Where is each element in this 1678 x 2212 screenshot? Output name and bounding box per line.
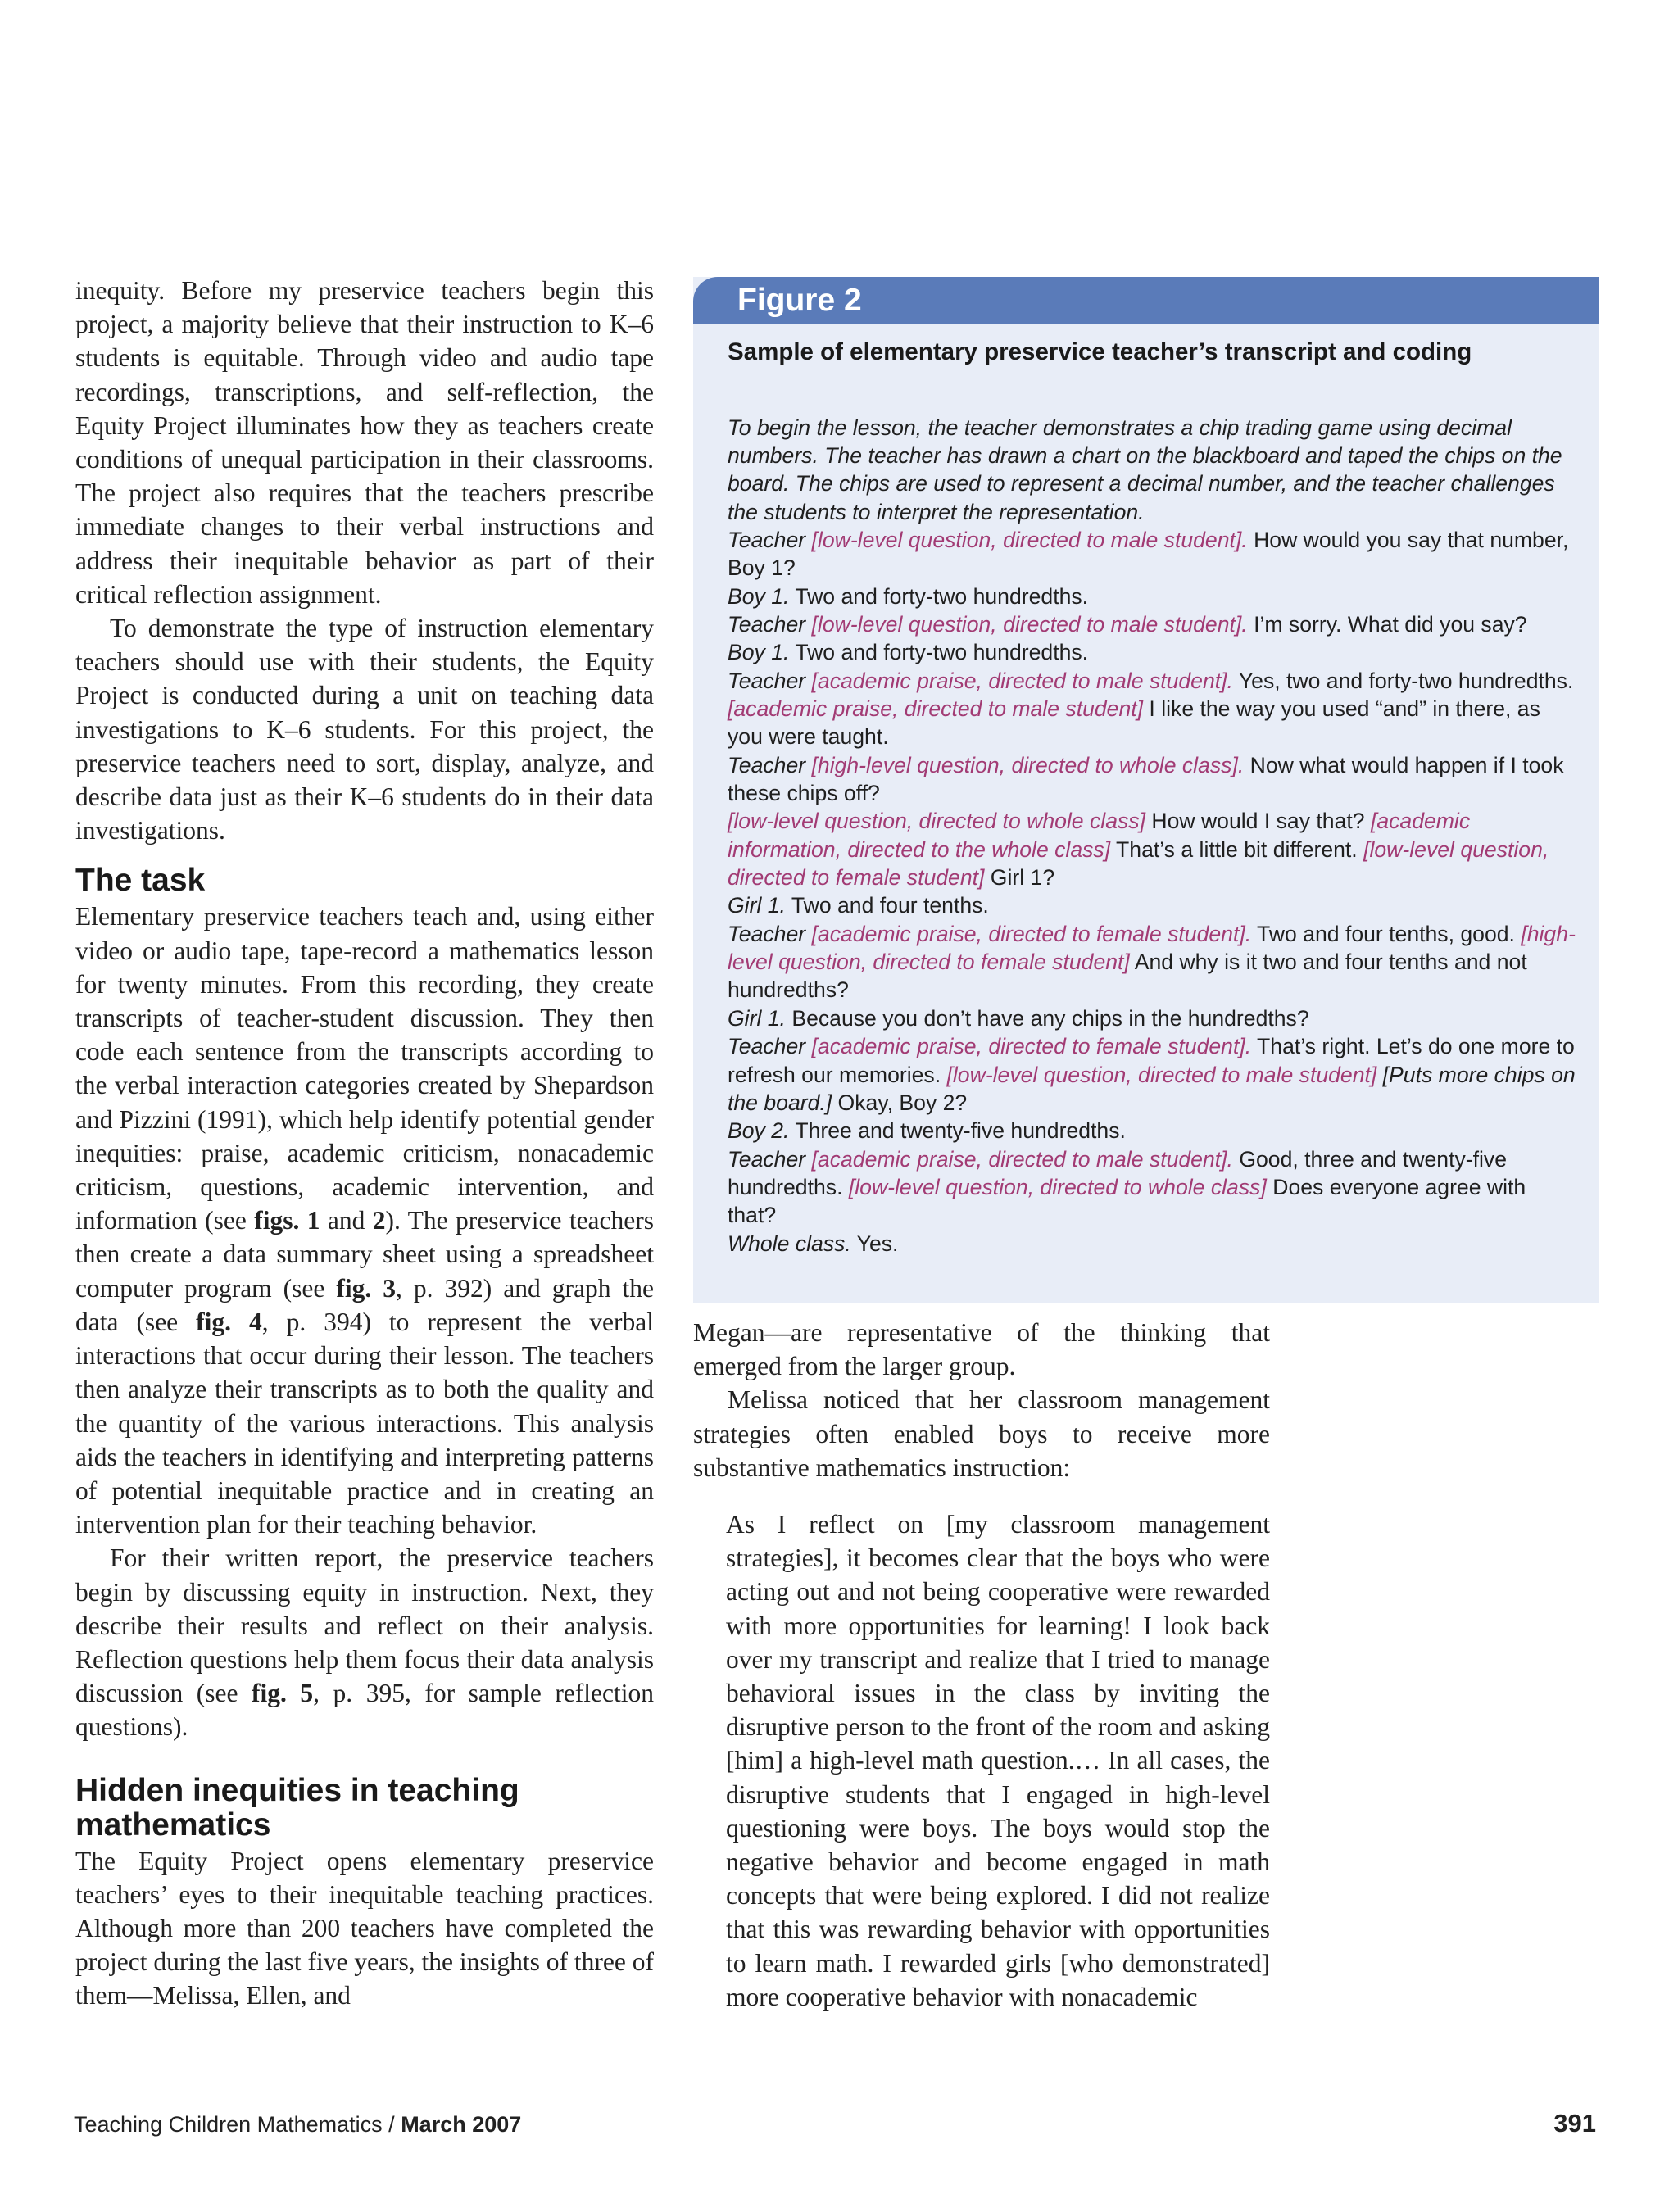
transcript-line	[728, 891, 1580, 919]
coding-tag: [academic praise, directed to female student].	[811, 1034, 1252, 1059]
coding-tag: [low-level question, directed to whole class]	[728, 809, 1145, 834]
transcript-line	[728, 526, 1580, 582]
spoken-text: That’s a little bit different.	[1116, 836, 1358, 862]
transcript-line	[728, 667, 1580, 751]
spoken-text: Two and forty-two hundredths.	[795, 640, 1089, 665]
footer-journal-name: Teaching Children Mathematics /	[74, 2112, 401, 2137]
figure-ref: fig. 3	[336, 1273, 397, 1303]
paragraph-equity-project: The Equity Project opens elementary preservice teachers’ eyes to their inequitable teaching practices. Although more than 200 teachers have completed the project during the last five years, the insights of three of them—Melissa, Ellen, and	[75, 1846, 654, 2010]
footer-journal	[74, 2112, 521, 2137]
coding-tag: [high-level question, directed to whole class].	[811, 752, 1245, 777]
figure-ref: fig. 5	[252, 1679, 314, 1708]
coding-tag: [academic praise, directed to male student]	[728, 696, 1144, 722]
spoken-text: Yes, two and forty-two hundredths.	[1238, 668, 1574, 693]
coding-tag: [academic praise, directed to male student].	[811, 668, 1233, 693]
spoken-text: I’m sorry. What did you say?	[1254, 612, 1527, 637]
spoken-text: Two and four tenths.	[791, 893, 989, 918]
speaker-label: Boy 2.	[728, 1118, 790, 1144]
transcript-line	[728, 582, 1580, 610]
coding-tag: [low-level question, directed to female student]	[728, 836, 1549, 891]
paragraph-task	[75, 900, 654, 1541]
transcript-line	[728, 1004, 1580, 1032]
spoken-text: Two and forty-two hundredths.	[795, 583, 1089, 609]
coding-tag: [low-level question, directed to male student].	[811, 527, 1248, 552]
text-run: , p. 395, for sample reflection questions).	[75, 1679, 654, 1742]
paragraph-intro: inequity. Before my preservice teachers begin this project, a majority believe that their instruction to K–6 students is equitable. Through video and audio tape recordings, transcriptions, and self-reflection, the Equity Project illuminates how they as teachers create conditions of unequal participation in their classrooms. The project also requires that the teachers prescribe immediate changes to their verbal instructions and address their inequitable behavior as part of their critical reflection assignment.	[75, 276, 654, 609]
text-run: For their written report, the preservice teachers begin by discussing equity in instruction. Next, they describe their results and reflect on their analysis. Reflection questions help them focus their data analysis discussion (see	[75, 1543, 654, 1708]
stage-direction: [Puts more chips on the board.]	[728, 1062, 1576, 1115]
spoken-text: That’s right. Let’s do one more to refresh our memories.	[728, 1034, 1575, 1087]
coding-tag: [low-level question, directed to male student]	[946, 1062, 1377, 1087]
spoken-text: Good, three and twenty-five hundredths.	[728, 1146, 1508, 1199]
paragraph-written-report	[75, 1541, 654, 1743]
speaker-label: Girl 1.	[728, 1005, 786, 1031]
transcript-line	[728, 807, 1580, 891]
speaker-label: Teacher	[728, 668, 806, 693]
footer-issue: March 2007	[401, 2112, 522, 2137]
figure-ref: figs. 1	[254, 1206, 320, 1235]
heading-hidden-inequities: Hidden inequities in teaching mathematics	[75, 1772, 519, 1843]
figure-title-tab	[693, 277, 1599, 324]
coding-tag: [high-level question, directed to female student]	[728, 921, 1576, 975]
transcript	[728, 392, 1580, 1258]
figure-ref: 2	[372, 1206, 386, 1235]
transcript-intro: To begin the lesson, the teacher demonstrates a chip trading game using decimal numbers. The teacher has drawn a chart on the blackboard and taped the chips on the board. The chips are used to represent a decimal number, and the teacher challenges the students to interpret the representation.	[728, 415, 1562, 524]
coding-tag: [low-level question, directed to male student].	[811, 612, 1248, 637]
left-column	[75, 274, 654, 2013]
coding-tag: [academic information, directed to the whole class]	[728, 809, 1471, 862]
coding-tag: [academic praise, directed to female student].	[811, 921, 1252, 946]
figure-title: Figure 2	[737, 283, 862, 318]
transcript-line	[728, 751, 1580, 808]
spoken-text: Does everyone agree with that?	[728, 1174, 1526, 1228]
transcript-line	[728, 1032, 1580, 1117]
spoken-text: Yes.	[856, 1231, 899, 1256]
transcript-lines	[728, 526, 1580, 1258]
speaker-label: Teacher	[728, 752, 806, 777]
paragraph-melissa: Melissa noticed that her classroom management strategies often enabled boys to receive more substantive mathematics instruction:	[693, 1385, 1270, 1482]
spoken-text: Three and twenty-five hundredths.	[795, 1118, 1126, 1144]
transcript-line	[728, 1117, 1580, 1145]
transcript-line	[728, 1230, 1580, 1258]
coding-tag: [academic praise, directed to male student].	[811, 1146, 1233, 1172]
speaker-label: Girl 1.	[728, 893, 786, 918]
coding-tag: [low-level question, directed to whole class]	[848, 1174, 1267, 1199]
text-run: Elementary preservice teachers teach and, using either video or audio tape, tape-record a mathematics lesson for twenty minutes. From this recording, they create transcripts of teacher-student discussion. They then code each sentence from the transcripts according to the verbal interaction categories created by Shepardson and Pizzini (1991), which help identify potential gender inequities: praise, academic criticism, nonacademic criticism, questions, academic intervention, and information (see	[75, 902, 654, 1235]
spoken-text: Because you don’t have any chips in the hundredths?	[791, 1005, 1309, 1031]
text-run: , p. 392) and graph the data (see	[75, 1273, 654, 1336]
block-quote-melissa: As I reflect on [my classroom management strategies], it becomes clear that the boys who were acting out and not being cooperative were rewarded with more opportunities for learning! I look back over my transcript and realize that I tried to manage behavioral issues in the class by inviting the disruptive person to the front of the room and asking [him] a high-level math question.… In all cases, the disruptive students that I engaged in high-level questioning were boys. The boys would stop the negative behavior and become engaged in math concepts that were being explored. I did not realize that this was rewarding behavior with opportunities to learn math. I rewarded girls [who demonstrated] more cooperative behavior with nonacademic	[726, 1510, 1270, 2011]
speaker-label: Teacher	[728, 612, 806, 637]
text-run: ). The preservice teachers then create a data summary sheet using a spreadsheet computer program (see	[75, 1206, 655, 1303]
page-number: 391	[1553, 2109, 1596, 2137]
middle-column	[693, 1316, 1270, 2014]
spoken-text: Now what would happen if I took these chips off?	[728, 752, 1564, 806]
figure-2-box	[693, 277, 1599, 1303]
spoken-text: Two and four tenths, good.	[1257, 921, 1515, 946]
transcript-line	[728, 920, 1580, 1004]
speaker-label: Boy 1.	[728, 583, 790, 609]
paragraph-demonstrate: To demonstrate the type of instruction elementary teachers should use with their students, the Equity Project is conducted during a unit on teaching data investigations to K–6 students. For this project, the preservice teachers need to sort, display, analyze, and describe data just as their K–6 students do in their data investigations.	[75, 614, 654, 845]
text-run: , p. 394) to represent the verbal interactions that occur during their lesson. The teachers then analyze their transcripts as to both the quality and the quantity of the various interactions. This analysis aids the teachers in identifying and interpreting patterns of potential inequitable practice and in creating an intervention plan for their teaching behavior.	[75, 1307, 654, 1539]
speaker-label: Teacher	[728, 921, 806, 946]
text-run: and	[320, 1206, 373, 1235]
figure-ref: fig. 4	[196, 1307, 262, 1336]
transcript-line	[728, 610, 1580, 638]
paragraph-megan: Megan—are representative of the thinking that emerged from the larger group.	[693, 1318, 1270, 1381]
transcript-line	[728, 638, 1580, 666]
transcript-line	[728, 1145, 1580, 1230]
spoken-text: And why is it two and four tenths and not hundredths?	[728, 950, 1527, 1003]
spoken-text: I like the way you used “and” in there, as you were taught.	[728, 696, 1540, 750]
heading-the-task: The task	[75, 863, 206, 899]
speaker-label: Teacher	[728, 1146, 806, 1172]
spoken-text: Girl 1?	[990, 865, 1055, 891]
speaker-label: Whole class.	[728, 1231, 851, 1256]
figure-subtitle: Sample of elementary preservice teacher’s transcript and coding	[728, 338, 1472, 365]
speaker-label: Boy 1.	[728, 640, 790, 665]
speaker-label: Teacher	[728, 527, 806, 552]
spoken-text: How would you say that number, Boy 1?	[728, 527, 1569, 581]
spoken-text: How would I say that?	[1151, 809, 1365, 834]
spoken-text: Okay, Boy 2?	[837, 1090, 968, 1115]
speaker-label: Teacher	[728, 1034, 806, 1059]
